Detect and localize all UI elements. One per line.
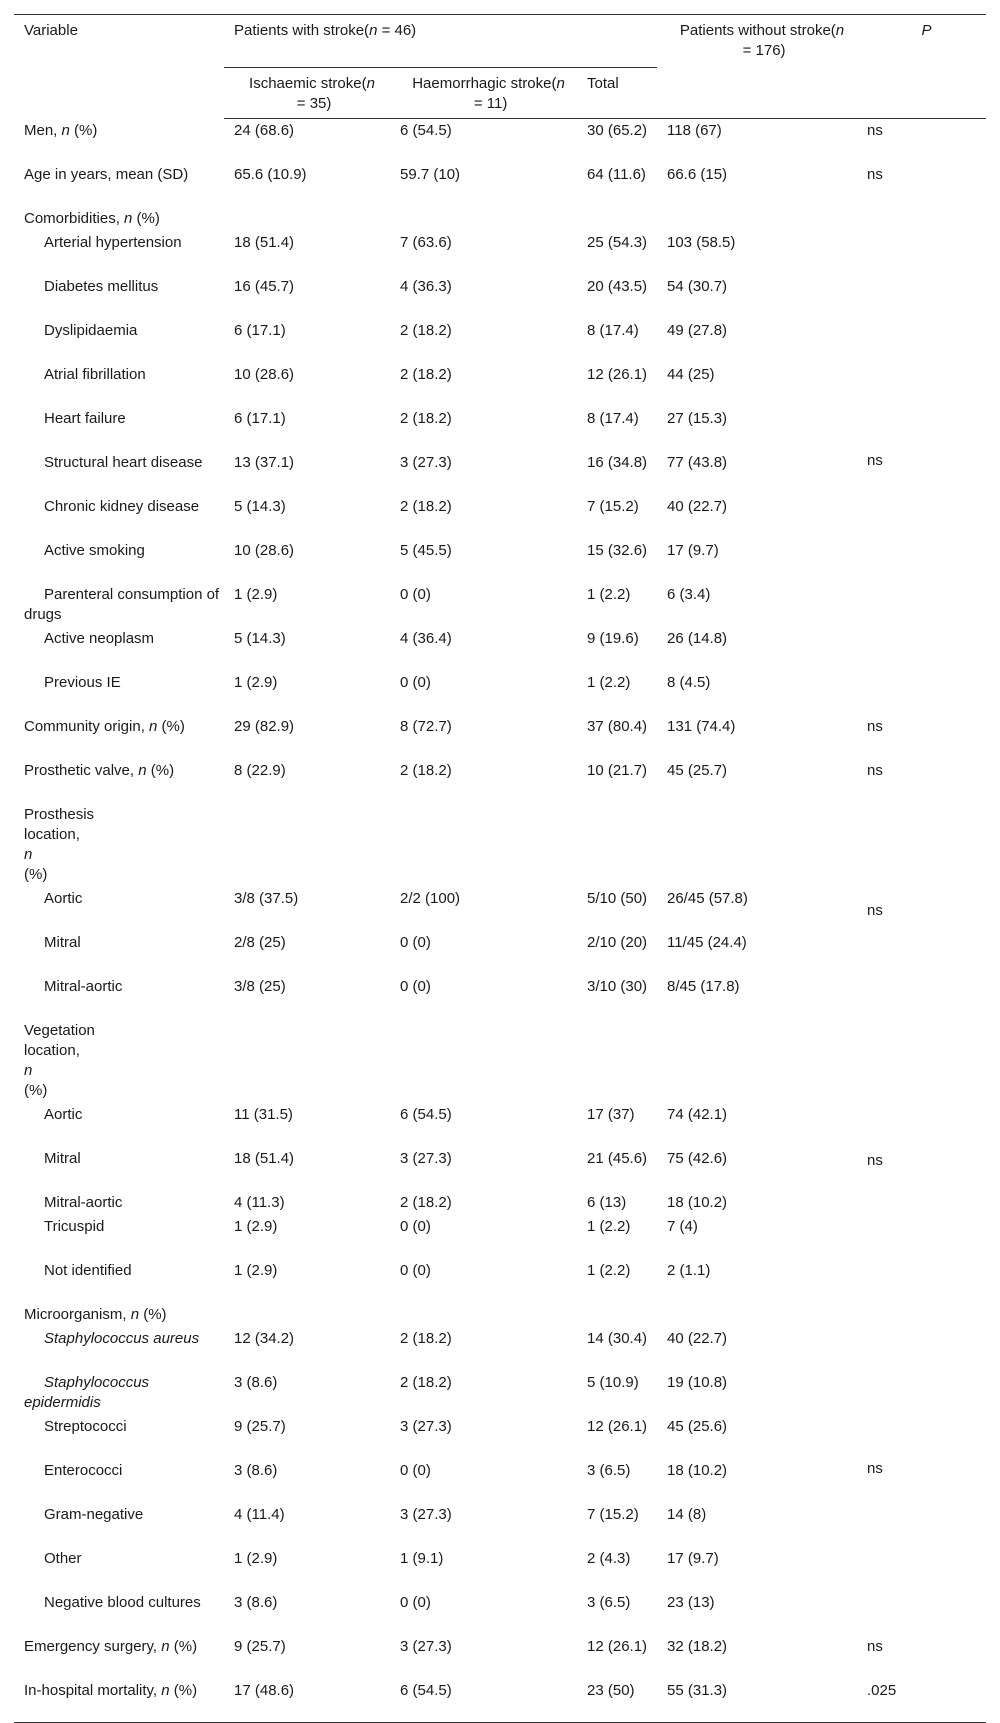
cell-total: 17 (37) xyxy=(587,1105,635,1123)
cell-haemorrhagic: 3 (27.3) xyxy=(400,1505,452,1523)
table-row xyxy=(14,931,986,975)
cell-without: 40 (22.7) xyxy=(667,1329,728,1347)
row-label: Tricuspid xyxy=(44,1217,105,1235)
table-body xyxy=(14,119,986,1723)
cell-haemorrhagic: 2 (18.2) xyxy=(400,1329,452,1347)
cell-total: 21 (45.6) xyxy=(587,1149,648,1167)
cell-haemorrhagic: 0 (0) xyxy=(400,1593,431,1611)
cell-ischaemic: 1 (2.9) xyxy=(234,1549,278,1567)
table-row xyxy=(14,1327,986,1371)
row-label: Active smoking xyxy=(44,541,145,559)
table-row xyxy=(14,1679,986,1723)
cell-total: 8 (17.4) xyxy=(587,409,639,427)
cell-haemorrhagic: 6 (54.5) xyxy=(400,122,452,139)
cell-haemorrhagic: 3 (27.3) xyxy=(400,1637,452,1655)
cell-total: 1 (2.2) xyxy=(587,1217,631,1235)
table-row xyxy=(14,1215,986,1259)
table-row xyxy=(14,975,986,1019)
cell-without: 17 (9.7) xyxy=(667,1549,719,1567)
table-row xyxy=(14,539,986,583)
cell-ischaemic: 1 (2.9) xyxy=(234,1217,278,1235)
cell-without: 27 (15.3) xyxy=(667,409,728,427)
row-label: Mitral xyxy=(44,933,81,951)
cell-without: 2 (1.1) xyxy=(667,1261,711,1279)
cell-haemorrhagic: 0 (0) xyxy=(400,585,431,603)
cell-total: 5 (10.9) xyxy=(587,1373,639,1391)
row-label: Emergency surgery, n (%) xyxy=(24,1637,198,1655)
cell-without: 19 (10.8) xyxy=(667,1373,728,1391)
cell-ischaemic: 18 (51.4) xyxy=(234,233,295,251)
cell-haemorrhagic: 4 (36.4) xyxy=(400,629,452,647)
row-label: In-hospital mortality, n (%) xyxy=(14,1679,224,1723)
row-label: Previous IE xyxy=(44,673,121,691)
cell-total: 5/10 (50) xyxy=(587,889,648,907)
table-row xyxy=(14,803,986,887)
cell-haemorrhagic: 8 (72.7) xyxy=(400,717,452,735)
cell-without: 17 (9.7) xyxy=(667,541,719,559)
row-label: Age in years, mean (SD) xyxy=(24,165,189,183)
cell-total: 7 (15.2) xyxy=(587,1505,639,1523)
row-label: Parenteral consumption of drugs xyxy=(24,585,220,623)
row-label: Other xyxy=(44,1549,82,1567)
row-label: Enterococci xyxy=(44,1461,123,1479)
cell-total: 30 (65.2) xyxy=(587,122,648,139)
cell-total: 23 (50) xyxy=(577,1679,657,1723)
row-label: Mitral-aortic xyxy=(44,977,123,995)
table-row xyxy=(14,583,986,627)
row-label: Staphylococcus aureus xyxy=(44,1329,200,1347)
cell-p: ns xyxy=(867,717,883,735)
row-label: Mitral-aortic xyxy=(44,1193,123,1211)
cell-ischaemic: 13 (37.1) xyxy=(234,453,295,471)
cell-haemorrhagic: 2 (18.2) xyxy=(400,761,452,779)
cell-without: 74 (42.1) xyxy=(667,1105,728,1123)
cell-haemorrhagic: 2 (18.2) xyxy=(400,1193,452,1211)
cell-haemorrhagic: 3 (27.3) xyxy=(400,1417,452,1435)
cell-total: 64 (11.6) xyxy=(587,165,646,183)
row-label: Community origin, n (%) xyxy=(24,717,185,735)
cell-without: 45 (25.6) xyxy=(667,1417,728,1435)
table-row xyxy=(14,1103,986,1147)
cell-total: 2 (4.3) xyxy=(587,1549,631,1567)
cell-p-group: ns xyxy=(867,451,883,469)
cell-haemorrhagic: 1 (9.1) xyxy=(400,1549,444,1567)
table-row xyxy=(14,1591,986,1635)
cell-without: 54 (30.7) xyxy=(667,277,728,295)
cell-haemorrhagic: 0 (0) xyxy=(400,933,431,951)
header-haemorrhagic: Haemorrhagic stroke(n = 11) xyxy=(390,68,577,119)
cell-without: 8/45 (17.8) xyxy=(667,977,740,995)
table-row xyxy=(14,759,986,803)
cell-ischaemic: 65.6 (10.9) xyxy=(234,165,307,183)
row-label: Mitral xyxy=(44,1149,81,1167)
cell-total: 1 (2.2) xyxy=(587,673,631,691)
cell-without: 7 (4) xyxy=(667,1217,698,1235)
row-label: Heart failure xyxy=(44,409,126,427)
cell-without: 77 (43.8) xyxy=(667,453,728,471)
cell-ischaemic: 5 (14.3) xyxy=(234,629,286,647)
table-row xyxy=(14,1019,986,1103)
cell-total: 8 (17.4) xyxy=(587,321,639,339)
section-label: Vegetation location, n (%) xyxy=(24,1021,95,1099)
cell-haemorrhagic: 2 (18.2) xyxy=(400,497,452,515)
cell-ischaemic: 9 (25.7) xyxy=(234,1417,286,1435)
table-row xyxy=(14,1415,986,1459)
cell-total: 37 (80.4) xyxy=(587,717,648,735)
cell-without: 26 (14.8) xyxy=(667,629,728,647)
cell-without: 18 (10.2) xyxy=(667,1461,728,1479)
cell-total: 9 (19.6) xyxy=(587,629,639,647)
table-row xyxy=(14,407,986,451)
cell-p-group: ns xyxy=(867,1459,883,1477)
cell-haemorrhagic: 59.7 (10) xyxy=(400,165,461,183)
cell-without: 14 (8) xyxy=(667,1505,707,1523)
table-row xyxy=(14,1547,986,1591)
row-label: Aortic xyxy=(44,889,83,907)
cell-total: 1 (2.2) xyxy=(587,585,631,603)
row-label: Streptococci xyxy=(44,1417,127,1435)
cell-total: 12 (26.1) xyxy=(587,1417,648,1435)
section-label: Microorganism, n (%) xyxy=(24,1305,167,1323)
cell-total: 3/10 (30) xyxy=(587,977,648,995)
cell-ischaemic: 17 (48.6) xyxy=(224,1679,390,1723)
row-label: Atrial fibrillation xyxy=(44,365,146,383)
cell-ischaemic: 11 (31.5) xyxy=(234,1105,293,1123)
table-row xyxy=(14,451,986,495)
cell-ischaemic: 9 (25.7) xyxy=(234,1637,286,1655)
cell-ischaemic: 2/8 (25) xyxy=(234,933,286,951)
cell-p: .025 xyxy=(857,1679,986,1723)
table-row xyxy=(14,363,986,407)
row-label: Dyslipidaemia xyxy=(44,321,138,339)
cell-without: 32 (18.2) xyxy=(667,1637,728,1655)
row-label: Not identified xyxy=(44,1261,132,1279)
header-variable: Variable xyxy=(14,15,224,119)
cell-without: 44 (25) xyxy=(667,365,715,383)
table-row xyxy=(14,1635,986,1679)
table-row xyxy=(14,275,986,319)
cell-without: 23 (13) xyxy=(667,1593,715,1611)
cell-haemorrhagic: 0 (0) xyxy=(400,977,431,995)
header-ischaemic: Ischaemic stroke(n = 35) xyxy=(224,68,390,119)
cell-total: 7 (15.2) xyxy=(587,497,639,515)
cell-ischaemic: 4 (11.3) xyxy=(234,1193,285,1211)
table-row xyxy=(14,319,986,363)
header-p-value: P xyxy=(857,15,986,119)
cell-ischaemic: 24 (68.6) xyxy=(234,122,295,139)
cell-without: 75 (42.6) xyxy=(667,1149,728,1167)
cell-ischaemic: 6 (17.1) xyxy=(234,409,286,427)
table-row xyxy=(14,231,986,275)
cell-p-group: ns xyxy=(867,1151,883,1169)
cell-p: ns xyxy=(867,165,883,183)
table-row xyxy=(14,715,986,759)
cell-haemorrhagic: 7 (63.6) xyxy=(400,233,452,251)
cell-without: 40 (22.7) xyxy=(667,497,728,515)
cell-total: 14 (30.4) xyxy=(587,1329,648,1347)
cell-ischaemic: 10 (28.6) xyxy=(234,541,295,559)
cell-ischaemic: 12 (34.2) xyxy=(234,1329,295,1347)
table-row xyxy=(14,1259,986,1303)
cell-without: 18 (10.2) xyxy=(667,1193,728,1211)
table-row xyxy=(14,1503,986,1547)
cell-haemorrhagic: 2 (18.2) xyxy=(400,409,452,427)
cell-without: 49 (27.8) xyxy=(667,321,728,339)
row-label: Diabetes mellitus xyxy=(44,277,159,295)
cell-total: 2/10 (20) xyxy=(587,933,648,951)
row-label: Men, n (%) xyxy=(24,121,98,139)
cell-total: 16 (34.8) xyxy=(587,453,648,471)
cell-ischaemic: 8 (22.9) xyxy=(234,761,286,779)
cell-total: 10 (21.7) xyxy=(587,761,648,779)
cell-p: ns xyxy=(867,122,883,139)
stroke-comparison-table xyxy=(14,14,986,1723)
table-row xyxy=(14,119,986,163)
cell-haemorrhagic: 6 (54.5) xyxy=(390,1679,577,1723)
cell-ischaemic: 1 (2.9) xyxy=(234,1261,278,1279)
section-label: Comorbidities, n (%) xyxy=(24,209,160,227)
cell-haemorrhagic: 2 (18.2) xyxy=(400,321,452,339)
row-label: Active neoplasm xyxy=(44,629,155,647)
cell-haemorrhagic: 3 (27.3) xyxy=(400,1149,452,1167)
cell-without: 131 (74.4) xyxy=(667,717,736,735)
cell-total: 1 (2.2) xyxy=(587,1261,631,1279)
cell-without: 6 (3.4) xyxy=(667,585,711,603)
table-row xyxy=(14,1371,986,1415)
cell-ischaemic: 3 (8.6) xyxy=(234,1373,278,1391)
cell-total: 20 (43.5) xyxy=(587,277,648,295)
row-label: Prosthetic valve, n (%) xyxy=(24,761,175,779)
cell-haemorrhagic: 0 (0) xyxy=(400,1261,431,1279)
cell-ischaemic: 3 (8.6) xyxy=(234,1593,278,1611)
cell-p: ns xyxy=(867,1637,883,1655)
cell-total: 12 (26.1) xyxy=(587,1637,648,1655)
header-with-stroke: Patients with stroke(n = 46) xyxy=(224,15,657,68)
cell-ischaemic: 5 (14.3) xyxy=(234,497,286,515)
cell-without: 118 (67) xyxy=(667,122,722,139)
cell-haemorrhagic: 6 (54.5) xyxy=(400,1105,452,1123)
row-label: Negative blood cultures xyxy=(44,1593,201,1611)
cell-ischaemic: 1 (2.9) xyxy=(234,585,278,603)
cell-without: 26/45 (57.8) xyxy=(667,889,748,907)
cell-without: 103 (58.5) xyxy=(667,233,736,251)
cell-without: 11/45 (24.4) xyxy=(667,933,747,951)
cell-total: 3 (6.5) xyxy=(587,1593,631,1611)
cell-without: 45 (25.7) xyxy=(667,761,728,779)
cell-ischaemic: 4 (11.4) xyxy=(234,1505,285,1523)
header-total: Total xyxy=(577,68,657,119)
table-row xyxy=(14,1191,986,1215)
cell-ischaemic: 29 (82.9) xyxy=(234,717,295,735)
cell-haemorrhagic: 5 (45.5) xyxy=(400,541,452,559)
cell-p: ns xyxy=(867,761,883,779)
section-label: Prosthesis location, n (%) xyxy=(24,805,95,883)
table-row xyxy=(14,1459,986,1503)
cell-without: 55 (31.3) xyxy=(657,1679,857,1723)
cell-total: 3 (6.5) xyxy=(587,1461,631,1479)
table-row xyxy=(14,207,986,231)
table-row xyxy=(14,1147,986,1191)
cell-total: 6 (13) xyxy=(587,1193,627,1211)
cell-ischaemic: 16 (45.7) xyxy=(234,277,295,295)
cell-haemorrhagic: 0 (0) xyxy=(400,673,431,691)
cell-haemorrhagic: 0 (0) xyxy=(400,1461,431,1479)
table-row xyxy=(14,627,986,671)
cell-ischaemic: 3 (8.6) xyxy=(234,1461,278,1479)
cell-total: 25 (54.3) xyxy=(587,233,648,251)
table-row xyxy=(14,1303,986,1327)
cell-without: 66.6 (15) xyxy=(667,165,728,183)
table-row xyxy=(14,671,986,715)
cell-ischaemic: 3/8 (37.5) xyxy=(234,889,299,907)
cell-haemorrhagic: 4 (36.3) xyxy=(400,277,452,295)
row-label: Aortic xyxy=(44,1105,83,1123)
cell-haemorrhagic: 2 (18.2) xyxy=(400,1373,452,1391)
cell-total: 12 (26.1) xyxy=(587,365,648,383)
table-row xyxy=(14,495,986,539)
cell-haemorrhagic: 2/2 (100) xyxy=(400,889,461,907)
table-row xyxy=(14,887,986,931)
row-label: Staphylococcus epidermidis xyxy=(24,1373,150,1411)
row-label: Arterial hypertension xyxy=(44,233,182,251)
row-label: Chronic kidney disease xyxy=(44,497,200,515)
row-label: Gram-negative xyxy=(44,1505,144,1523)
cell-ischaemic: 6 (17.1) xyxy=(234,321,286,339)
cell-ischaemic: 18 (51.4) xyxy=(234,1149,295,1167)
row-label: Structural heart disease xyxy=(44,453,203,471)
cell-without: 8 (4.5) xyxy=(667,673,711,691)
cell-haemorrhagic: 0 (0) xyxy=(400,1217,431,1235)
header-without-stroke: Patients without stroke(n = 176) xyxy=(657,15,857,119)
cell-ischaemic: 1 (2.9) xyxy=(234,673,278,691)
table-row xyxy=(14,163,986,207)
cell-p-group: ns xyxy=(867,901,883,919)
cell-haemorrhagic: 3 (27.3) xyxy=(400,453,452,471)
cell-ischaemic: 3/8 (25) xyxy=(234,977,286,995)
cell-ischaemic: 10 (28.6) xyxy=(234,365,295,383)
cell-total: 15 (32.6) xyxy=(587,541,648,559)
cell-haemorrhagic: 2 (18.2) xyxy=(400,365,452,383)
